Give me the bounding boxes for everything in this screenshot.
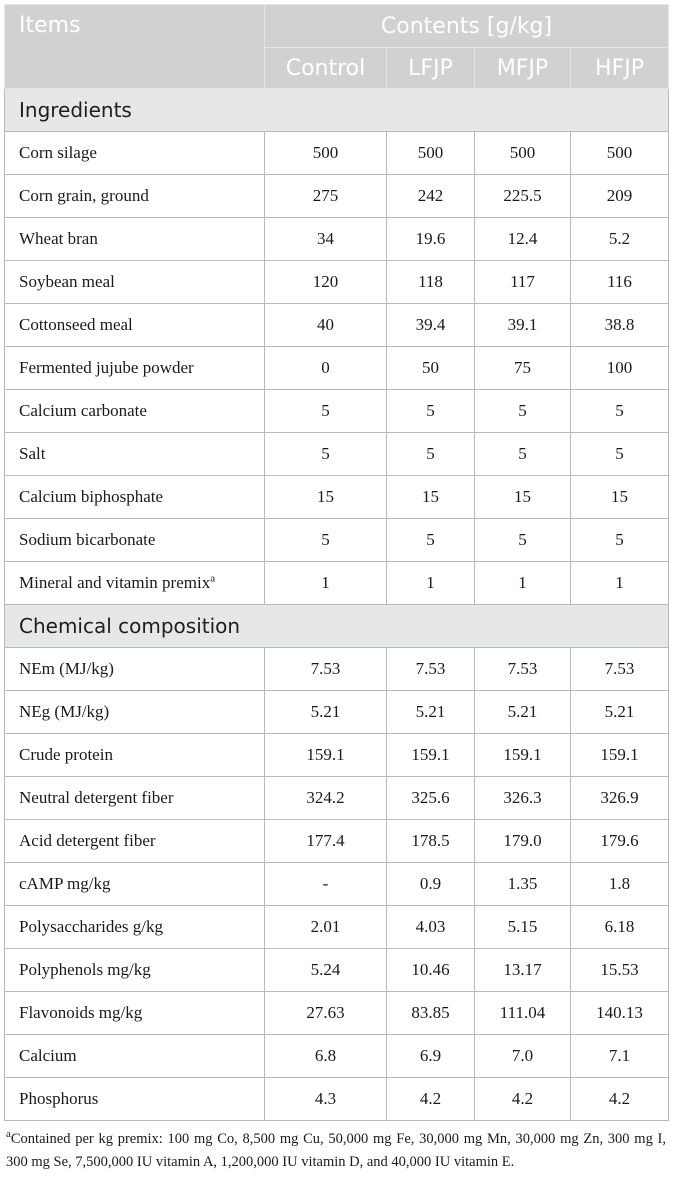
value-cell: 19.6	[387, 218, 475, 261]
value-cell: 4.3	[265, 1078, 387, 1121]
value-cell: 325.6	[387, 777, 475, 820]
table-row	[5, 691, 669, 734]
table-row	[5, 906, 669, 949]
value-cell: 7.53	[571, 648, 669, 691]
value-cell: 4.03	[387, 906, 475, 949]
value-cell: 5	[571, 519, 669, 562]
value-cell: 116	[571, 261, 669, 304]
value-cell: 159.1	[387, 734, 475, 777]
section-title: Ingredients	[5, 89, 669, 132]
value-cell: 1	[265, 562, 387, 605]
row-label-cell	[5, 863, 265, 906]
value-cell: 7.53	[387, 648, 475, 691]
value-cell: 5	[387, 433, 475, 476]
value-cell: -	[265, 863, 387, 906]
table-row	[5, 734, 669, 777]
value-cell: 5	[571, 433, 669, 476]
value-cell: 500	[475, 132, 571, 175]
value-cell: 1.8	[571, 863, 669, 906]
value-cell: 4.2	[387, 1078, 475, 1121]
row-label: Sodium bicarbonate	[19, 530, 156, 549]
value-cell: 275	[265, 175, 387, 218]
table-footnote	[6, 1128, 666, 1174]
group-header-control: Control	[265, 48, 387, 89]
value-cell: 0	[265, 347, 387, 390]
value-cell: 1	[475, 562, 571, 605]
value-cell: 2.01	[265, 906, 387, 949]
value-cell: 27.63	[265, 992, 387, 1035]
row-label: Soybean meal	[19, 272, 115, 291]
table-row	[5, 433, 669, 476]
diet-composition-table	[4, 4, 669, 1121]
row-label: Fermented jujube powder	[19, 358, 194, 377]
value-cell: 500	[265, 132, 387, 175]
row-label: Calcium	[19, 1046, 77, 1065]
value-cell: 140.13	[571, 992, 669, 1035]
value-cell: 1	[571, 562, 669, 605]
value-cell: 13.17	[475, 949, 571, 992]
value-cell: 5.21	[265, 691, 387, 734]
row-label: Calcium biphosphate	[19, 487, 164, 506]
value-cell: 326.3	[475, 777, 571, 820]
row-label-cell	[5, 519, 265, 562]
value-cell: 179.0	[475, 820, 571, 863]
value-cell: 5.2	[571, 218, 669, 261]
value-cell: 225.5	[475, 175, 571, 218]
value-cell: 4.2	[475, 1078, 571, 1121]
row-label: Neutral detergent fiber	[19, 788, 174, 807]
row-label-cell	[5, 820, 265, 863]
row-label: Corn silage	[19, 143, 97, 162]
value-cell: 5	[475, 433, 571, 476]
value-cell: 100	[571, 347, 669, 390]
value-cell: 5	[265, 390, 387, 433]
value-cell: 15	[265, 476, 387, 519]
row-label-cell	[5, 261, 265, 304]
footnote-text: Contained per kg premix: 100 mg Co, 8,500 mg Cu, 50,000 mg Fe, 30,000 mg Mn, 30,000 mg Zn, 300 mg I, 300 mg Se, 7,500,000 IU vitamin A, 1,200,000 IU vitamin D, and 40,000 IU vitamin E.	[6, 1131, 666, 1170]
table-row	[5, 218, 669, 261]
row-label-cell	[5, 691, 265, 734]
table-row	[5, 820, 669, 863]
value-cell: 179.6	[571, 820, 669, 863]
value-cell: 15	[475, 476, 571, 519]
row-label: Phosphorus	[19, 1089, 99, 1108]
row-label: Calcium carbonate	[19, 401, 147, 420]
value-cell: 6.8	[265, 1035, 387, 1078]
table-row	[5, 562, 669, 605]
table-row	[5, 519, 669, 562]
value-cell: 5	[387, 390, 475, 433]
value-cell: 0.9	[387, 863, 475, 906]
value-cell: 324.2	[265, 777, 387, 820]
value-cell: 5.21	[571, 691, 669, 734]
row-label-cell	[5, 734, 265, 777]
value-cell: 120	[265, 261, 387, 304]
value-cell: 34	[265, 218, 387, 261]
value-cell: 7.0	[475, 1035, 571, 1078]
value-cell: 10.46	[387, 949, 475, 992]
value-cell: 39.4	[387, 304, 475, 347]
row-label: Mineral and vitamin premix	[19, 573, 211, 592]
group-header-hfjp: HFJP	[571, 48, 669, 89]
value-cell: 5	[265, 519, 387, 562]
row-label-cell	[5, 992, 265, 1035]
row-label-cell	[5, 777, 265, 820]
row-label: Polyphenols mg/kg	[19, 960, 151, 979]
value-cell: 38.8	[571, 304, 669, 347]
table-row	[5, 132, 669, 175]
row-label: Corn grain, ground	[19, 186, 149, 205]
value-cell: 500	[571, 132, 669, 175]
value-cell: 12.4	[475, 218, 571, 261]
row-label-cell	[5, 476, 265, 519]
row-label: cAMP mg/kg	[19, 874, 111, 893]
value-cell: 83.85	[387, 992, 475, 1035]
row-label-cell	[5, 1078, 265, 1121]
row-label-cell	[5, 906, 265, 949]
value-cell: 5	[265, 433, 387, 476]
row-label: Flavonoids mg/kg	[19, 1003, 143, 1022]
value-cell: 5	[571, 390, 669, 433]
table-body	[5, 89, 669, 1121]
table-row	[5, 949, 669, 992]
table-row	[5, 175, 669, 218]
row-label-cell	[5, 304, 265, 347]
value-cell: 6.18	[571, 906, 669, 949]
row-label: NEm (MJ/kg)	[19, 659, 114, 678]
row-label-cell	[5, 562, 265, 605]
row-label-footnote-marker: a	[210, 572, 216, 585]
value-cell: 7.53	[475, 648, 571, 691]
table-row	[5, 476, 669, 519]
group-header-mfjp: MFJP	[475, 48, 571, 89]
value-cell: 5.15	[475, 906, 571, 949]
row-label-cell	[5, 1035, 265, 1078]
value-cell: 5	[387, 519, 475, 562]
section-title: Chemical composition	[5, 605, 669, 648]
value-cell: 5.24	[265, 949, 387, 992]
value-cell: 4.2	[571, 1078, 669, 1121]
value-cell: 5.21	[475, 691, 571, 734]
section-row	[5, 605, 669, 648]
value-cell: 118	[387, 261, 475, 304]
value-cell: 39.1	[475, 304, 571, 347]
table-row	[5, 1035, 669, 1078]
row-label: Polysaccharides g/kg	[19, 917, 163, 936]
row-label-cell	[5, 390, 265, 433]
value-cell: 111.04	[475, 992, 571, 1035]
row-label-cell	[5, 949, 265, 992]
value-cell: 159.1	[265, 734, 387, 777]
value-cell: 15	[571, 476, 669, 519]
row-label-cell	[5, 218, 265, 261]
table-row	[5, 390, 669, 433]
value-cell: 177.4	[265, 820, 387, 863]
value-cell: 15.53	[571, 949, 669, 992]
value-cell: 500	[387, 132, 475, 175]
row-label: Salt	[19, 444, 46, 463]
contents-header: Contents [g/kg]	[265, 5, 669, 48]
table-row	[5, 992, 669, 1035]
value-cell: 159.1	[571, 734, 669, 777]
value-cell: 159.1	[475, 734, 571, 777]
footnote-marker: a	[6, 1128, 11, 1141]
section-row	[5, 89, 669, 132]
table-row	[5, 1078, 669, 1121]
table-container	[4, 4, 668, 1121]
value-cell: 178.5	[387, 820, 475, 863]
value-cell: 5	[475, 390, 571, 433]
value-cell: 7.53	[265, 648, 387, 691]
table-row	[5, 347, 669, 390]
items-header: Items	[5, 5, 265, 89]
row-label: Cottonseed meal	[19, 315, 133, 334]
value-cell: 1	[387, 562, 475, 605]
value-cell: 40	[265, 304, 387, 347]
row-label: Wheat bran	[19, 229, 98, 248]
table-row	[5, 648, 669, 691]
table-row	[5, 777, 669, 820]
row-label-cell	[5, 648, 265, 691]
row-label-cell	[5, 175, 265, 218]
value-cell: 75	[475, 347, 571, 390]
row-label: Crude protein	[19, 745, 113, 764]
row-label-cell	[5, 132, 265, 175]
table-row	[5, 304, 669, 347]
value-cell: 5	[475, 519, 571, 562]
value-cell: 6.9	[387, 1035, 475, 1078]
row-label: Acid detergent fiber	[19, 831, 156, 850]
row-label-cell	[5, 347, 265, 390]
row-label: NEg (MJ/kg)	[19, 702, 110, 721]
value-cell: 326.9	[571, 777, 669, 820]
value-cell: 117	[475, 261, 571, 304]
group-header-lfjp: LFJP	[387, 48, 475, 89]
table-row	[5, 863, 669, 906]
header-row-top	[5, 5, 669, 48]
value-cell: 15	[387, 476, 475, 519]
table-row	[5, 261, 669, 304]
row-label-cell	[5, 433, 265, 476]
value-cell: 242	[387, 175, 475, 218]
value-cell: 50	[387, 347, 475, 390]
value-cell: 1.35	[475, 863, 571, 906]
value-cell: 7.1	[571, 1035, 669, 1078]
value-cell: 5.21	[387, 691, 475, 734]
value-cell: 209	[571, 175, 669, 218]
